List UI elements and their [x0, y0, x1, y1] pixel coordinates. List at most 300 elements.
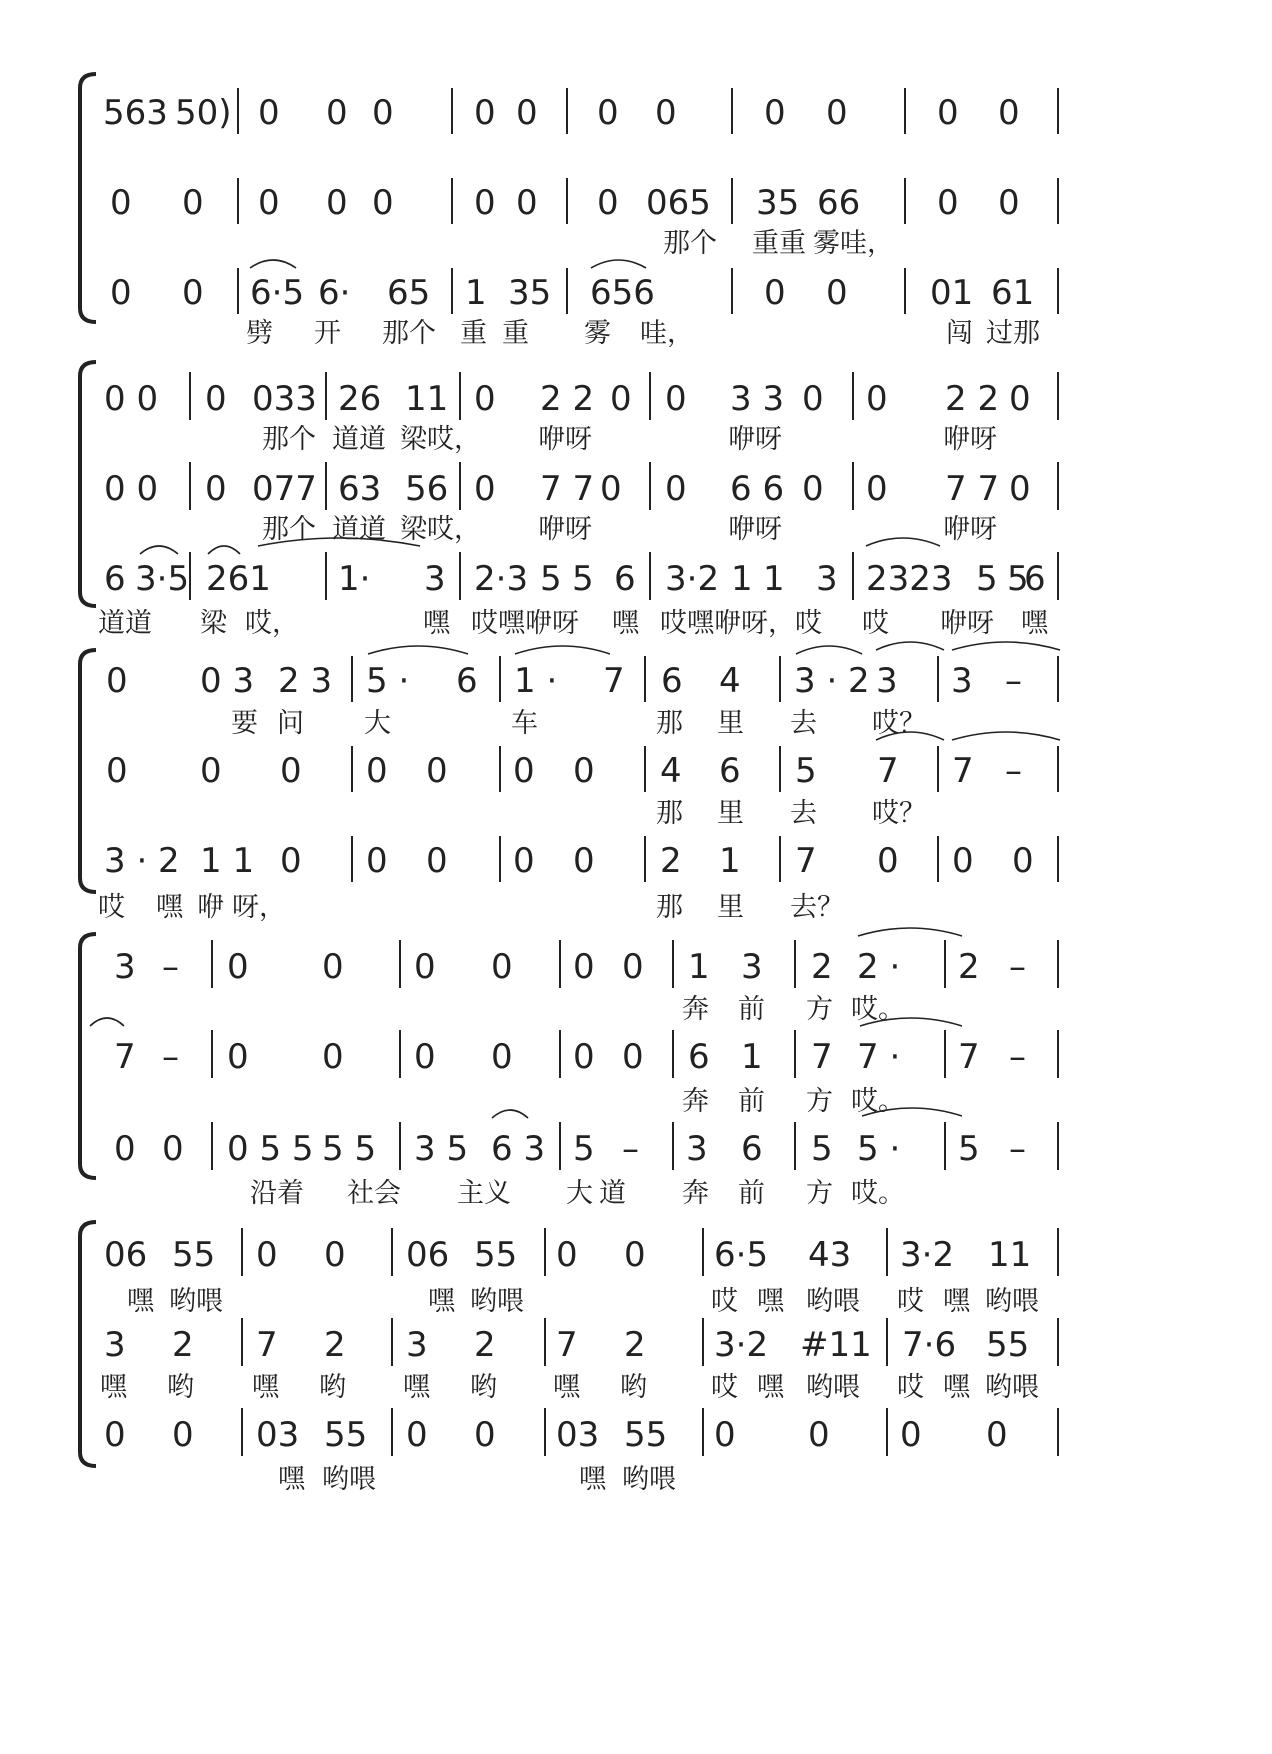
jianpu-note: 0	[366, 751, 388, 791]
jianpu-note: 7	[114, 1037, 136, 1077]
jianpu-note: 0	[866, 379, 888, 419]
lyric-text: 哟	[470, 1372, 497, 1403]
jianpu-note: 0	[573, 751, 595, 791]
lyric-text: 嘿	[757, 1286, 784, 1317]
lyric-text: 去	[790, 798, 817, 829]
lyric-text: 哟喂	[806, 1286, 860, 1317]
jianpu-note: 5	[540, 559, 562, 599]
slur-mark	[866, 538, 940, 546]
jianpu-note: 0	[764, 93, 786, 133]
jianpu-note: 0	[573, 841, 595, 881]
jianpu-note: 6·5	[714, 1235, 769, 1275]
jianpu-note: 0	[372, 93, 394, 133]
jianpu-note: 0	[104, 1415, 126, 1455]
jianpu-note: 0	[106, 751, 128, 791]
jianpu-note: –	[1005, 751, 1022, 791]
lyric-text: 咿呀	[728, 424, 782, 455]
lyric-text: 嘿	[943, 1372, 970, 1403]
slur-mark	[876, 642, 944, 650]
jianpu-note: 261	[206, 559, 271, 599]
jianpu-note: 0	[162, 1129, 184, 1169]
slur-mark	[858, 928, 962, 936]
jianpu-note: 0	[256, 1235, 278, 1275]
jianpu-note: 43	[808, 1235, 852, 1275]
lyric-text: 哎	[711, 1286, 738, 1317]
jianpu-note: 2	[172, 1325, 194, 1365]
jianpu-note: 55	[324, 1415, 368, 1455]
lyric-text: 去？	[790, 892, 844, 923]
jianpu-note: 03	[256, 1415, 300, 1455]
jianpu-note: 0	[937, 183, 959, 223]
jianpu-note: 6 3	[491, 1129, 546, 1169]
jianpu-note: 7	[877, 751, 899, 791]
jianpu-note: –	[622, 1129, 639, 1169]
jianpu-note: –	[1009, 1129, 1026, 1169]
lyric-text: 雾哇，	[813, 228, 894, 259]
lyric-text: 道道	[98, 608, 152, 639]
lyric-text: 咿呀	[538, 424, 592, 455]
lyric-text: 哎。	[851, 1086, 905, 1117]
jianpu-note: 7	[256, 1325, 278, 1365]
lyric-text: 哟喂	[470, 1286, 524, 1317]
jianpu-note: 4	[719, 661, 741, 701]
jianpu-note: 656	[590, 273, 655, 313]
jianpu-note: 3	[686, 1129, 708, 1169]
jianpu-note: –	[1005, 661, 1022, 701]
lyric-text: 哎	[98, 892, 125, 923]
slur-mark	[90, 1018, 124, 1026]
jianpu-note: 0	[182, 273, 204, 313]
jianpu-note: 0	[573, 947, 595, 987]
jianpu-note: 0	[597, 183, 619, 223]
jianpu-note: 1	[763, 559, 785, 599]
lyric-text: 嘿	[100, 1372, 127, 1403]
jianpu-note: 5	[572, 559, 594, 599]
lyric-text: 大	[364, 708, 391, 739]
lyric-text: 哎，	[245, 608, 299, 639]
jianpu-note: 6	[741, 1129, 763, 1169]
jianpu-note: 50)	[175, 93, 232, 133]
jianpu-note: 0	[802, 379, 824, 419]
lyric-text: 哎？	[872, 798, 926, 829]
jianpu-note: 7 ·	[857, 1037, 901, 1077]
lyric-text: 那	[656, 892, 683, 923]
lyric-text: 嘿	[278, 1464, 305, 1495]
jianpu-note: 3 3	[730, 379, 785, 419]
lyric-text: 哇，	[640, 318, 694, 349]
lyric-text: 咿呀	[538, 514, 592, 545]
lyric-text: 沿着	[250, 1178, 304, 1209]
lyric-text: 那个	[382, 318, 436, 349]
jianpu-note: 63	[338, 469, 382, 509]
lyric-text: 主义	[457, 1178, 511, 1209]
jianpu-note: 0	[326, 183, 348, 223]
lyric-text: 嘿	[1021, 608, 1048, 639]
lyric-text: 哟喂	[322, 1464, 376, 1495]
jianpu-note: 0	[665, 469, 687, 509]
lyric-text: 那个	[663, 228, 717, 259]
jianpu-note: 5	[976, 559, 998, 599]
lyric-text: 嘿	[428, 1286, 455, 1317]
jianpu-note: 03	[556, 1415, 600, 1455]
lyric-text: 闯	[946, 318, 973, 349]
jianpu-note: 2	[660, 841, 682, 881]
lyric-text: 道道	[332, 514, 386, 545]
jianpu-note: 033	[252, 379, 317, 419]
system-bracket	[80, 1222, 96, 1466]
jianpu-note: 0	[200, 751, 222, 791]
jianpu-note: 6	[614, 559, 636, 599]
jianpu-note: 1	[719, 841, 741, 881]
jianpu-note: 2	[474, 1325, 496, 1365]
lyric-text: 道	[599, 1178, 626, 1209]
lyric-text: 嘿	[757, 1372, 784, 1403]
jianpu-note: 1 1	[200, 841, 255, 881]
jianpu-note: 6·5	[250, 273, 305, 313]
jianpu-note: 0	[258, 183, 280, 223]
jianpu-note: 0	[665, 379, 687, 419]
jianpu-note: 7	[811, 1037, 833, 1077]
jianpu-note: 2	[324, 1325, 346, 1365]
lyric-text: 问	[277, 708, 304, 739]
lyric-text: 重	[460, 318, 487, 349]
jianpu-note: 6	[456, 661, 478, 701]
jianpu-note: 0	[1009, 379, 1031, 419]
jianpu-note: 7	[795, 841, 817, 881]
jianpu-note: 0	[808, 1415, 830, 1455]
jianpu-note: 0	[952, 841, 974, 881]
lyric-text: 梁	[200, 608, 227, 639]
lyric-text: 咿呀	[943, 424, 997, 455]
jianpu-note: 3	[114, 947, 136, 987]
jianpu-note: 11	[405, 379, 449, 419]
jianpu-note: 077	[252, 469, 317, 509]
slur-mark	[796, 646, 862, 654]
jianpu-note: 0	[474, 469, 496, 509]
lyric-text: 哟	[319, 1372, 346, 1403]
jianpu-note: 35	[756, 183, 800, 223]
lyric-text: 过那	[986, 318, 1040, 349]
jianpu-note: 0	[556, 1235, 578, 1275]
jianpu-note: 06	[104, 1235, 148, 1275]
jianpu-note: 55	[624, 1415, 668, 1455]
system-bracket	[80, 650, 96, 892]
jianpu-note: 7	[958, 1037, 980, 1077]
jianpu-note: 0	[826, 93, 848, 133]
jianpu-note: 0	[322, 1037, 344, 1077]
lyric-text: 方	[806, 1086, 833, 1117]
jianpu-note: 0	[826, 273, 848, 313]
jianpu-note: 6	[661, 661, 683, 701]
jianpu-note: 0	[474, 183, 496, 223]
lyric-text: 哎	[711, 1372, 738, 1403]
lyric-text: 哟喂	[806, 1372, 860, 1403]
jianpu-note: 0	[280, 751, 302, 791]
lyric-text: 咿呀	[943, 514, 997, 545]
lyric-text: 哎嘿咿呀，哎	[660, 608, 822, 639]
lyric-text: 哎嘿咿呀	[471, 608, 579, 639]
jianpu-note: 3·2	[665, 559, 720, 599]
jianpu-note: 0	[258, 93, 280, 133]
jianpu-note: 0	[622, 947, 644, 987]
jianpu-note: 0	[426, 751, 448, 791]
jianpu-note: 7	[952, 751, 974, 791]
lyric-text: 嘿	[943, 1286, 970, 1317]
lyric-text: 道道	[332, 424, 386, 455]
jianpu-note: 6	[1024, 559, 1046, 599]
lyric-text: 嘿	[403, 1372, 430, 1403]
jianpu-note: 0	[513, 751, 535, 791]
jianpu-note: 0	[414, 947, 436, 987]
jianpu-note: 0	[474, 93, 496, 133]
jianpu-note: 0	[106, 661, 128, 701]
jianpu-note: 3	[741, 947, 763, 987]
lyric-text: 方	[806, 1178, 833, 1209]
slur-mark	[591, 260, 646, 268]
system-bracket	[80, 362, 96, 606]
jianpu-note: 5	[573, 1129, 595, 1169]
jianpu-note: 0	[597, 93, 619, 133]
jianpu-note: 0	[802, 469, 824, 509]
jianpu-note: 5	[1007, 559, 1029, 599]
jianpu-note: 0	[227, 1037, 249, 1077]
lyric-text: 哟	[620, 1372, 647, 1403]
jianpu-note: 3	[424, 559, 446, 599]
jianpu-note: 1	[741, 1037, 763, 1077]
jianpu-note: 1·	[338, 559, 371, 599]
score-symbols	[98, 93, 1049, 1495]
lyric-text: 嘿	[252, 1372, 279, 1403]
jianpu-note: 0	[491, 1037, 513, 1077]
jianpu-note: 6	[104, 559, 126, 599]
jianpu-note: 6·	[318, 273, 351, 313]
jianpu-note: 55	[172, 1235, 216, 1275]
jianpu-note: 2	[958, 947, 980, 987]
jianpu-note: 0	[110, 273, 132, 313]
jianpu-note: 56	[405, 469, 449, 509]
jianpu-note: 3·2	[714, 1325, 769, 1365]
jianpu-note: 2 ·	[857, 947, 901, 987]
jianpu-note: 0	[1012, 841, 1034, 881]
jianpu-note: 0	[205, 469, 227, 509]
jianpu-note: 5 ·	[366, 661, 410, 701]
jianpu-note: 7	[603, 661, 625, 701]
jianpu-note: 0	[764, 273, 786, 313]
jianpu-note: 1 ·	[514, 661, 558, 701]
jianpu-note: 0	[205, 379, 227, 419]
jianpu-note: 7·6	[902, 1325, 957, 1365]
lyric-text: 劈	[246, 318, 273, 349]
jianpu-note: –	[1009, 1037, 1026, 1077]
jianpu-note: 65	[387, 273, 431, 313]
lyric-text: 开	[314, 318, 341, 349]
lyric-text: 车	[511, 708, 538, 739]
jianpu-note: 1	[688, 947, 710, 987]
jianpu-note: –	[162, 947, 179, 987]
jianpu-note: 2·3	[474, 559, 529, 599]
jianpu-note: 1	[731, 559, 753, 599]
jianpu-note: 0	[280, 841, 302, 881]
lyric-text: 哎	[862, 608, 889, 639]
jianpu-note: 3	[951, 661, 973, 701]
lyric-text: 嘿	[553, 1372, 580, 1403]
jianpu-note: 0	[324, 1235, 346, 1275]
jianpu-note: 0 5 5	[227, 1129, 314, 1169]
lyric-text: 重	[502, 318, 529, 349]
jianpu-note: 2	[624, 1325, 646, 1365]
lyric-text: 哎	[897, 1372, 924, 1403]
jianpu-note: 0	[610, 379, 632, 419]
jianpu-note: 3 · 2	[794, 661, 870, 701]
lyric-text: 哟喂	[985, 1372, 1039, 1403]
jianpu-note: 0	[937, 93, 959, 133]
lyric-text: 哟	[167, 1372, 194, 1403]
jianpu-note: 5	[958, 1129, 980, 1169]
lyric-text: 那个	[262, 424, 316, 455]
lyric-text: 嘿	[579, 1464, 606, 1495]
lyric-text: 那	[656, 708, 683, 739]
jianpu-note: 0	[474, 379, 496, 419]
jianpu-note: 0	[516, 93, 538, 133]
lyric-text: 重重	[752, 228, 806, 259]
jianpu-note: 0	[491, 947, 513, 987]
jianpu-note: 0	[474, 1415, 496, 1455]
jianpu-note: 0	[624, 1235, 646, 1275]
lyric-text: 前	[738, 1086, 765, 1117]
jianpu-note: –	[162, 1037, 179, 1077]
jianpu-note: 0 0	[104, 469, 159, 509]
jianpu-note: –	[1009, 947, 1026, 987]
jianpu-note: 0	[172, 1415, 194, 1455]
jianpu-note: 0	[322, 947, 344, 987]
jianpu-note: 5	[811, 1129, 833, 1169]
jianpu-note: 5	[795, 751, 817, 791]
jianpu-note: 0	[998, 93, 1020, 133]
jianpu-note: 0	[372, 183, 394, 223]
lyric-text: 那	[656, 798, 683, 829]
jianpu-note: 6	[688, 1037, 710, 1077]
jianpu-note: 2 2	[540, 379, 595, 419]
jianpu-note: 0	[114, 1129, 136, 1169]
jianpu-note: 0 3	[200, 661, 255, 701]
jianpu-note: 2 2	[945, 379, 1000, 419]
jianpu-note: 3·5	[135, 559, 190, 599]
jianpu-note: 2323	[866, 559, 953, 599]
lyric-text: 哟喂	[622, 1464, 676, 1495]
lyric-text: 呀，	[232, 892, 286, 923]
slur-mark	[952, 642, 1060, 650]
lyric-text: 前	[738, 1178, 765, 1209]
jianpu-note: 0 0	[104, 379, 159, 419]
jianpu-note: 3·2	[900, 1235, 955, 1275]
jianpu-note: 0	[513, 841, 535, 881]
lyric-text: 嘿	[423, 608, 450, 639]
jianpu-note: 26	[338, 379, 382, 419]
jianpu-note: 0	[414, 1037, 436, 1077]
jianpu-note: 0	[426, 841, 448, 881]
lyric-text: 方	[806, 994, 833, 1025]
jianpu-note: 61	[991, 273, 1035, 313]
lyric-text: 前	[738, 994, 765, 1025]
jianpu-note: 3	[876, 661, 898, 701]
jianpu-note: 0	[714, 1415, 736, 1455]
slur-mark	[492, 1110, 528, 1118]
lyric-text: 梁哎，	[400, 424, 481, 455]
system-bracket	[80, 74, 96, 322]
jianpu-note: 0	[622, 1037, 644, 1077]
jianpu-note: 3	[104, 1325, 126, 1365]
slur-mark	[515, 646, 610, 654]
jianpu-note: 5 ·	[857, 1129, 901, 1169]
lyric-text: 咿	[197, 892, 224, 923]
lyric-text: 嘿	[612, 608, 639, 639]
lyric-text: 哎。	[851, 1178, 905, 1209]
jianpu-note: 06	[406, 1235, 450, 1275]
lyric-text: 哎。	[851, 994, 905, 1025]
jianpu-note: #11	[800, 1325, 872, 1365]
slur-mark	[250, 260, 296, 268]
jianpu-note: 2	[811, 947, 833, 987]
jianpu-note: 0	[1009, 469, 1031, 509]
jianpu-note: 065	[646, 183, 711, 223]
jianpu-note: 0	[986, 1415, 1008, 1455]
lyric-text: 咿呀	[728, 514, 782, 545]
jianpu-note: 7 7	[540, 469, 595, 509]
lyric-text: 社会	[347, 1178, 401, 1209]
jianpu-note: 5 5	[322, 1129, 377, 1169]
slur-mark	[140, 546, 178, 554]
jianpu-note: 0	[866, 469, 888, 509]
jianpu-note: 0	[655, 93, 677, 133]
jianpu-note: 0	[900, 1415, 922, 1455]
lyric-text: 哟喂	[985, 1286, 1039, 1317]
lyric-text: 嘿	[156, 892, 183, 923]
lyric-text: 奔	[682, 1178, 709, 1209]
system-bracket	[80, 934, 96, 1178]
lyric-text: 嘿	[127, 1286, 154, 1317]
slur-mark	[368, 646, 468, 654]
jianpu-note: 0	[182, 183, 204, 223]
lyric-text: 大	[566, 1178, 593, 1209]
lyric-text: 奔	[682, 994, 709, 1025]
jianpu-note: 0	[110, 183, 132, 223]
jianpu-note: 66	[817, 183, 861, 223]
lyric-text: 哎	[897, 1286, 924, 1317]
jianpu-note: 0	[573, 1037, 595, 1077]
jianpu-note: 3 5	[414, 1129, 469, 1169]
jianpu-note: 11	[988, 1235, 1032, 1275]
jianpu-note: 0	[326, 93, 348, 133]
jianpu-note: 563	[103, 93, 168, 133]
lyric-text: 里	[717, 892, 744, 923]
jianpu-note: 6 6	[730, 469, 785, 509]
jianpu-note: 0	[227, 947, 249, 987]
lyric-text: 里	[717, 708, 744, 739]
jianpu-note: 55	[986, 1325, 1030, 1365]
jianpu-note: 3	[816, 559, 838, 599]
lyric-text: 雾	[584, 318, 611, 349]
jianpu-note: 55	[474, 1235, 518, 1275]
jianpu-note: 01	[930, 273, 974, 313]
lyric-text: 梁哎，	[400, 514, 481, 545]
jianpu-note: 6	[719, 751, 741, 791]
lyric-text: 里	[717, 798, 744, 829]
jianpu-note: 0	[998, 183, 1020, 223]
jianpu-note: 3	[406, 1325, 428, 1365]
jianpu-note: 35	[508, 273, 552, 313]
jianpu-note: 2 3	[278, 661, 333, 701]
lyric-text: 要	[231, 708, 258, 739]
